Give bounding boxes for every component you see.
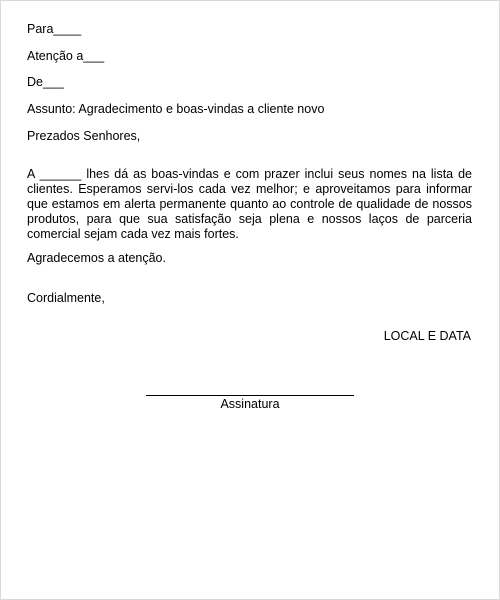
salutation: Prezados Senhores, xyxy=(27,129,141,143)
signature-label: Assinatura xyxy=(220,397,280,411)
closing-line: Cordialmente, xyxy=(27,291,105,305)
place-and-date: LOCAL E DATA xyxy=(383,329,471,343)
recipient-line: Para____ xyxy=(27,22,82,36)
thanks-line: Agradecemos a atenção. xyxy=(27,251,166,265)
subject-line: Assunto: Agradecimento e boas-vindas a cliente novo xyxy=(27,102,325,116)
attention-line: Atenção a___ xyxy=(27,49,105,63)
letter-body-paragraph: A ______ lhes dá as boas-vindas e com prazer inclui seus nomes na lista de clientes. Esperamos servi-los cada vez melhor; e aproveitamos para informar que estamos em alerta permanente quanto ao controle de qualidade de nossos produtos, para que sua satisfação seja plena e nossos laços de parceria comercial sejam cada vez mais fortes. xyxy=(27,167,472,241)
sender-line: De___ xyxy=(27,75,64,89)
